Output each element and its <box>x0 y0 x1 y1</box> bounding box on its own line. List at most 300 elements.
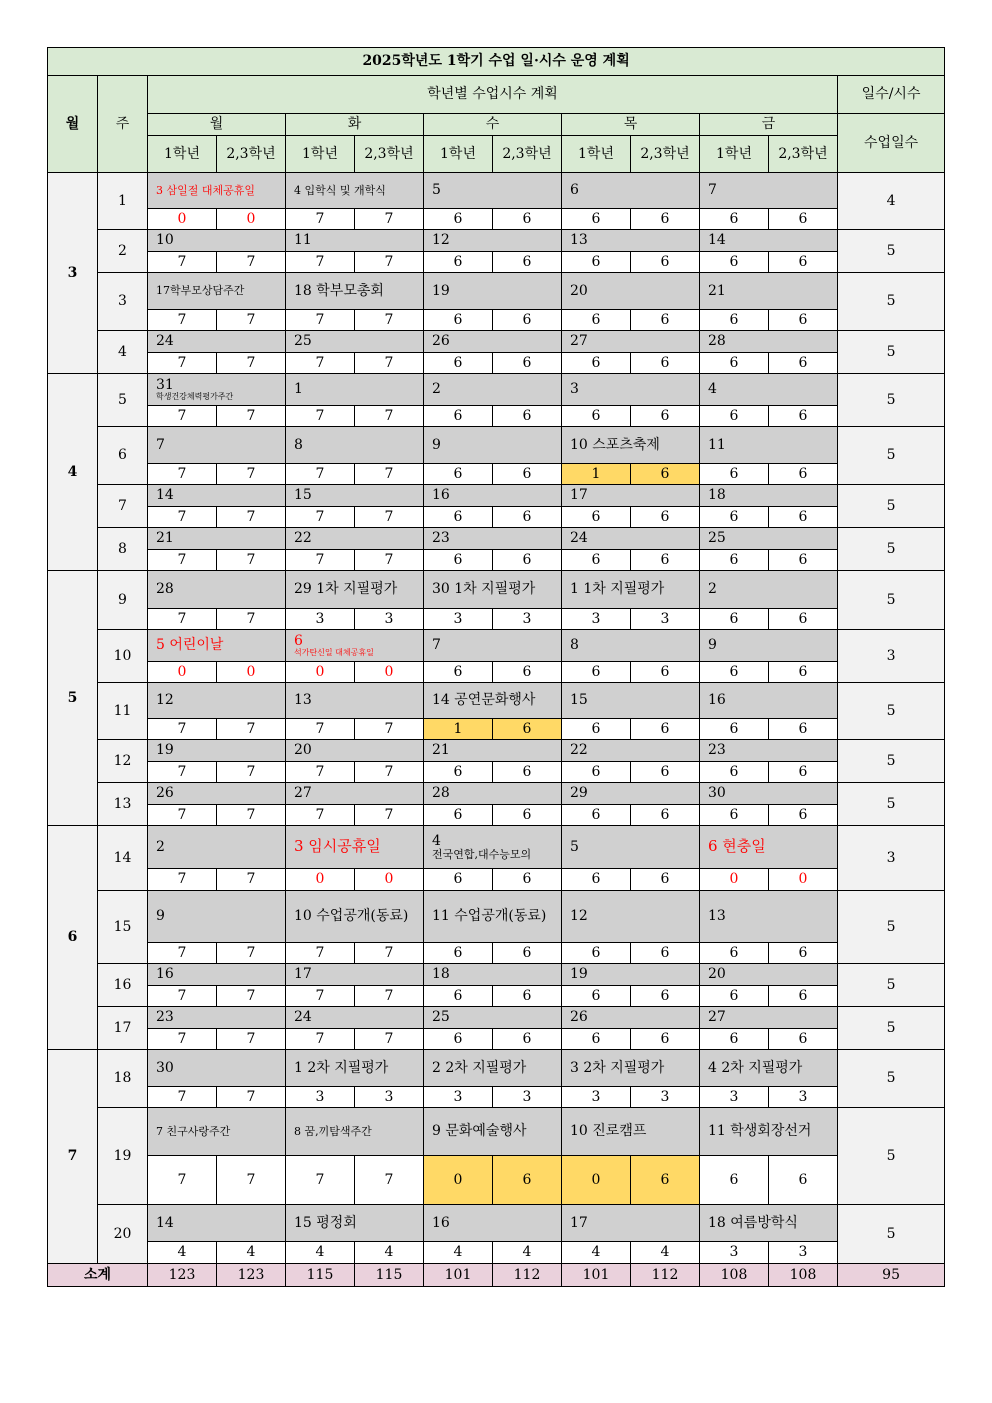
grade1-header: 1학년 <box>700 136 769 173</box>
date-cell <box>562 528 700 550</box>
grade23-hours: 6 <box>631 986 700 1007</box>
date-label: 8 <box>294 436 303 453</box>
date-cell <box>286 427 424 464</box>
date-label: 21 <box>708 282 726 299</box>
grade23-hours: 6 <box>493 762 562 783</box>
grade1-hours: 6 <box>562 310 631 331</box>
school-days-value: 4 <box>838 173 945 230</box>
grade1-hours: 6 <box>562 805 631 826</box>
date-cell <box>424 964 562 986</box>
subtotal-value: 101 <box>562 1264 631 1287</box>
grade23-hours: 6 <box>631 805 700 826</box>
grade23-hours: 6 <box>769 762 838 783</box>
grade1-hours: 7 <box>286 805 355 826</box>
grade1-hours: 6 <box>562 943 631 964</box>
grade23-hours: 0 <box>217 662 286 683</box>
grade1-hours: 7 <box>286 310 355 331</box>
days-hours-header: 일수/시수 <box>838 76 945 114</box>
date-label: 15 <box>294 487 312 504</box>
grade23-hours: 6 <box>493 662 562 683</box>
date-cell <box>424 528 562 550</box>
date-label: 8 꿈,끼탐색주간 <box>294 1124 372 1138</box>
grade23-header: 2,3학년 <box>493 136 562 173</box>
date-cell <box>700 273 838 310</box>
grade23-hours: 6 <box>769 550 838 571</box>
date-label: 24 <box>156 333 174 350</box>
date-label: 26 <box>570 1009 588 1026</box>
date-label: 22 <box>294 530 312 547</box>
month-cell: 4 <box>48 374 98 571</box>
date-cell <box>286 783 424 805</box>
date-label: 10 <box>156 232 174 249</box>
date-note: 전국연합,대수능모의 <box>432 847 532 861</box>
grade1-hours: 3 <box>424 609 493 630</box>
date-label: 14 공연문화행사 <box>432 692 536 709</box>
date-cell <box>148 826 286 869</box>
date-label: 23 <box>156 1009 174 1026</box>
school-days-value: 5 <box>838 1108 945 1205</box>
grade1-hours: 6 <box>562 762 631 783</box>
date-label: 31 <box>156 376 174 393</box>
date-cell <box>424 230 562 252</box>
grade1-hours: 6 <box>700 310 769 331</box>
date-label: 9 문화예술행사 <box>432 1123 527 1140</box>
date-cell <box>286 331 424 353</box>
grade1-hours: 6 <box>700 1029 769 1050</box>
date-label: 4 2차 지필평가 <box>708 1059 803 1076</box>
grade23-hours: 7 <box>217 252 286 273</box>
date-label: 21 <box>156 530 174 547</box>
date-label: 12 <box>156 692 174 709</box>
school-days-value: 5 <box>838 427 945 485</box>
grade1-hours: 7 <box>286 719 355 740</box>
date-label: 24 <box>570 530 588 547</box>
date-cell <box>148 528 286 550</box>
date-label: 9 <box>708 637 717 654</box>
date-cell <box>148 740 286 762</box>
grade1-hours: 0 <box>286 869 355 891</box>
school-days-value: 5 <box>838 273 945 331</box>
date-cell <box>562 1205 700 1242</box>
subtotal-value: 123 <box>148 1264 217 1287</box>
date-label: 14 <box>156 487 174 504</box>
date-label: 16 <box>432 487 450 504</box>
school-days-value: 5 <box>838 964 945 1007</box>
date-cell <box>700 783 838 805</box>
date-cell <box>286 230 424 252</box>
grade1-hours: 7 <box>148 310 217 331</box>
date-cell <box>148 230 286 252</box>
grade23-hours: 6 <box>769 1156 838 1205</box>
date-label: 23 <box>432 530 450 547</box>
grade1-hours: 7 <box>148 1156 217 1205</box>
date-label: 22 <box>570 742 588 759</box>
date-label: 28 <box>156 581 174 598</box>
date-label: 3 임시공휴일 <box>294 837 381 856</box>
date-label: 11 수업공개(동료) <box>432 908 547 925</box>
week-number: 17 <box>98 1007 148 1050</box>
date-label: 1 1차 지필평가 <box>570 581 665 598</box>
date-label: 9 <box>156 908 165 925</box>
grade23-header: 2,3학년 <box>355 136 424 173</box>
date-cell <box>562 571 700 609</box>
grade1-hours: 7 <box>148 252 217 273</box>
date-cell <box>562 1007 700 1029</box>
grade23-hours: 7 <box>217 762 286 783</box>
date-cell <box>148 571 286 609</box>
date-label: 6 <box>570 182 579 199</box>
grade23-hours: 6 <box>493 209 562 230</box>
grade23-hours: 3 <box>355 609 424 630</box>
date-cell <box>424 630 562 662</box>
grade23-hours: 6 <box>631 406 700 427</box>
subtotal-label: 소계 <box>48 1264 148 1287</box>
date-cell <box>424 1007 562 1029</box>
date-cell <box>424 1108 562 1156</box>
date-label: 18 <box>708 487 726 504</box>
date-label: 12 <box>432 232 450 249</box>
grade1-hours: 6 <box>562 209 631 230</box>
grade1-hours: 6 <box>700 943 769 964</box>
week-number: 19 <box>98 1108 148 1205</box>
weekday-header: 목 <box>562 114 700 136</box>
grade23-hours: 6 <box>493 353 562 374</box>
grade1-hours: 6 <box>424 252 493 273</box>
date-label: 27 <box>708 1009 726 1026</box>
grade23-hours: 3 <box>493 609 562 630</box>
date-cell <box>562 1050 700 1087</box>
grade23-hours: 7 <box>217 353 286 374</box>
date-cell <box>424 891 562 943</box>
grade23-hours: 6 <box>769 986 838 1007</box>
grade1-hours: 6 <box>424 310 493 331</box>
date-cell <box>700 374 838 406</box>
grade23-hours: 7 <box>217 609 286 630</box>
grade1-hours: 7 <box>148 1087 217 1108</box>
grade1-hours: 7 <box>148 406 217 427</box>
grade23-hours: 7 <box>355 310 424 331</box>
grade1-hours: 7 <box>148 719 217 740</box>
date-cell <box>424 331 562 353</box>
date-cell <box>286 891 424 943</box>
date-label: 13 <box>708 908 726 925</box>
date-label: 7 <box>708 182 717 199</box>
date-cell <box>562 964 700 986</box>
school-days-value: 5 <box>838 374 945 427</box>
week-number: 12 <box>98 740 148 783</box>
grade23-hours: 7 <box>355 252 424 273</box>
week-number: 11 <box>98 683 148 740</box>
subtotal-value: 115 <box>286 1264 355 1287</box>
date-cell <box>424 173 562 209</box>
grade23-hours: 6 <box>493 943 562 964</box>
grade1-hours: 6 <box>424 464 493 485</box>
grade1-hours: 7 <box>148 507 217 528</box>
date-label: 2 2차 지필평가 <box>432 1059 527 1076</box>
grade1-hours: 6 <box>562 550 631 571</box>
grade23-hours: 6 <box>631 507 700 528</box>
grade1-hours: 4 <box>424 1242 493 1264</box>
date-cell <box>424 683 562 719</box>
grade1-hours: 7 <box>148 986 217 1007</box>
date-label: 26 <box>156 785 174 802</box>
grade23-hours: 6 <box>769 406 838 427</box>
school-days-value: 5 <box>838 1205 945 1264</box>
grade23-hours: 4 <box>355 1242 424 1264</box>
grade23-hours: 6 <box>769 1029 838 1050</box>
subtotal-value: 108 <box>700 1264 769 1287</box>
date-label: 19 <box>570 966 588 983</box>
grade1-hours: 6 <box>700 609 769 630</box>
grade1-hours: 7 <box>286 1029 355 1050</box>
date-cell <box>562 273 700 310</box>
school-days-value: 5 <box>838 230 945 273</box>
date-label: 30 <box>708 785 726 802</box>
grade23-hours: 7 <box>355 507 424 528</box>
grade1-hours: 4 <box>286 1242 355 1264</box>
date-cell <box>700 683 838 719</box>
grade1-hours: 6 <box>700 464 769 485</box>
grade23-hours: 7 <box>217 464 286 485</box>
grade1-hours: 6 <box>700 986 769 1007</box>
grade1-hours: 1 <box>424 719 493 740</box>
week-number: 9 <box>98 571 148 630</box>
date-cell <box>148 891 286 943</box>
week-number: 15 <box>98 891 148 964</box>
grade23-hours: 6 <box>769 310 838 331</box>
date-cell <box>424 1205 562 1242</box>
grade23-hours: 6 <box>769 464 838 485</box>
grade1-hours: 6 <box>424 550 493 571</box>
date-label: 14 <box>156 1214 174 1231</box>
date-label: 25 <box>294 333 312 350</box>
week-number: 16 <box>98 964 148 1007</box>
grade23-hours: 4 <box>217 1242 286 1264</box>
grade23-hours: 6 <box>631 1029 700 1050</box>
grade23-header: 2,3학년 <box>769 136 838 173</box>
week-number: 3 <box>98 273 148 331</box>
date-cell <box>424 374 562 406</box>
date-label: 29 1차 지필평가 <box>294 581 398 598</box>
date-cell <box>424 273 562 310</box>
grade23-hours: 6 <box>631 762 700 783</box>
subtotal-value: 101 <box>424 1264 493 1287</box>
date-label: 9 <box>432 436 441 453</box>
date-note: 석가탄신일 대체공휴일 <box>294 647 374 657</box>
date-cell <box>424 783 562 805</box>
date-cell <box>148 1050 286 1087</box>
grade23-hours: 6 <box>493 869 562 891</box>
grade23-hours: 6 <box>631 464 700 485</box>
grade1-hours: 6 <box>424 209 493 230</box>
date-cell <box>700 630 838 662</box>
school-days-value: 5 <box>838 1050 945 1108</box>
date-cell <box>562 173 700 209</box>
grade1-hours: 6 <box>700 719 769 740</box>
grade1-header: 1학년 <box>562 136 631 173</box>
grade1-header: 1학년 <box>424 136 493 173</box>
grade1-hours: 6 <box>700 252 769 273</box>
grade1-hours: 7 <box>148 869 217 891</box>
date-cell <box>424 826 562 869</box>
date-cell <box>562 783 700 805</box>
grade23-hours: 7 <box>217 805 286 826</box>
date-label: 30 1차 지필평가 <box>432 581 536 598</box>
date-label: 19 <box>156 742 174 759</box>
weekday-header: 월 <box>148 114 286 136</box>
date-label: 10 수업공개(동료) <box>294 908 409 925</box>
subtotal-value: 123 <box>217 1264 286 1287</box>
grade23-hours: 3 <box>631 1087 700 1108</box>
grade23-hours: 6 <box>769 353 838 374</box>
week-number: 1 <box>98 173 148 230</box>
school-days-value: 5 <box>838 1007 945 1050</box>
school-days-value: 5 <box>838 571 945 630</box>
weekday-header: 화 <box>286 114 424 136</box>
grade1-hours: 4 <box>562 1242 631 1264</box>
date-label: 29 <box>570 785 588 802</box>
week-number: 8 <box>98 528 148 571</box>
date-cell <box>562 427 700 464</box>
grade23-hours: 6 <box>631 662 700 683</box>
grade1-hours: 0 <box>424 1156 493 1205</box>
grade1-hours: 6 <box>424 1029 493 1050</box>
date-label: 6 현충일 <box>708 837 766 856</box>
grade1-hours: 7 <box>148 1029 217 1050</box>
date-label: 3 삼일절 대체공휴일 <box>156 183 255 197</box>
date-label: 26 <box>432 333 450 350</box>
date-label: 15 <box>570 692 588 709</box>
grade1-hours: 0 <box>148 662 217 683</box>
date-label: 19 <box>432 282 450 299</box>
grade1-hours: 6 <box>562 406 631 427</box>
date-label: 25 <box>708 530 726 547</box>
date-label: 27 <box>294 785 312 802</box>
date-label: 8 <box>570 637 579 654</box>
grade23-hours: 7 <box>355 1029 424 1050</box>
week-number: 14 <box>98 826 148 891</box>
grade23-hours: 6 <box>769 943 838 964</box>
week-number: 4 <box>98 331 148 374</box>
grade23-hours: 0 <box>355 869 424 891</box>
date-cell <box>286 683 424 719</box>
grade23-hours: 6 <box>631 719 700 740</box>
grade1-hours: 3 <box>562 1087 631 1108</box>
grade1-hours: 1 <box>562 464 631 485</box>
grade1-hours: 7 <box>148 805 217 826</box>
date-cell <box>148 374 286 406</box>
grade23-hours: 7 <box>217 719 286 740</box>
grade1-hours: 7 <box>148 353 217 374</box>
date-cell <box>700 1007 838 1029</box>
grade23-hours: 6 <box>493 1156 562 1205</box>
date-cell <box>700 891 838 943</box>
date-cell <box>286 1050 424 1087</box>
week-number: 5 <box>98 374 148 427</box>
week-number: 18 <box>98 1050 148 1108</box>
date-cell <box>148 1205 286 1242</box>
subtotal-value: 112 <box>631 1264 700 1287</box>
grade23-hours: 6 <box>493 719 562 740</box>
grade23-hours: 0 <box>355 662 424 683</box>
grade23-hours: 6 <box>493 1029 562 1050</box>
date-label: 2 <box>432 381 441 398</box>
grade23-hours: 6 <box>631 550 700 571</box>
grade1-hours: 3 <box>286 609 355 630</box>
date-label: 20 <box>570 282 588 299</box>
school-days-value: 5 <box>838 783 945 826</box>
grade23-hours: 6 <box>631 869 700 891</box>
date-label: 16 <box>708 692 726 709</box>
date-label: 13 <box>570 232 588 249</box>
date-cell <box>148 273 286 310</box>
date-label: 12 <box>570 908 588 925</box>
grade23-hours: 7 <box>355 209 424 230</box>
grade23-hours: 6 <box>493 310 562 331</box>
grade1-hours: 6 <box>424 406 493 427</box>
grade23-hours: 7 <box>355 805 424 826</box>
grade23-hours: 7 <box>217 986 286 1007</box>
grade1-hours: 6 <box>562 252 631 273</box>
date-cell <box>562 374 700 406</box>
grade23-hours: 6 <box>769 719 838 740</box>
grade23-hours: 6 <box>631 252 700 273</box>
grade23-hours: 6 <box>769 805 838 826</box>
grade1-hours: 6 <box>424 507 493 528</box>
grade23-hours: 7 <box>355 1156 424 1205</box>
grade23-hours: 7 <box>217 1087 286 1108</box>
grade1-hours: 6 <box>700 507 769 528</box>
grade23-hours: 3 <box>493 1087 562 1108</box>
date-cell <box>286 1108 424 1156</box>
grade1-hours: 0 <box>700 869 769 891</box>
school-days-header: 수업일수 <box>838 114 945 173</box>
grade23-hours: 7 <box>355 353 424 374</box>
date-cell <box>286 485 424 507</box>
subtotal-value: 108 <box>769 1264 838 1287</box>
grade1-hours: 0 <box>562 1156 631 1205</box>
date-cell <box>148 1007 286 1029</box>
date-cell <box>286 173 424 209</box>
date-cell <box>424 740 562 762</box>
grade1-hours: 7 <box>286 464 355 485</box>
weekday-header: 수 <box>424 114 562 136</box>
date-label: 2 <box>156 838 165 855</box>
date-cell <box>148 683 286 719</box>
date-cell <box>286 273 424 310</box>
grade1-hours: 6 <box>562 507 631 528</box>
grade23-hours: 7 <box>355 464 424 485</box>
date-label: 5 <box>570 838 579 855</box>
date-label: 21 <box>432 742 450 759</box>
grade23-header: 2,3학년 <box>631 136 700 173</box>
grade1-hours: 0 <box>286 662 355 683</box>
week-number: 20 <box>98 1205 148 1264</box>
date-cell <box>700 173 838 209</box>
date-label: 16 <box>432 1214 450 1231</box>
grade1-hours: 7 <box>148 464 217 485</box>
date-label: 25 <box>432 1009 450 1026</box>
date-cell <box>700 331 838 353</box>
grade23-hours: 7 <box>355 719 424 740</box>
grade23-hours: 3 <box>769 1087 838 1108</box>
grade1-hours: 6 <box>700 762 769 783</box>
date-label: 5 <box>432 182 441 199</box>
date-label: 7 친구사랑주간 <box>156 1124 231 1138</box>
grade1-hours: 6 <box>700 805 769 826</box>
week-number: 7 <box>98 485 148 528</box>
date-label: 17 <box>570 487 588 504</box>
